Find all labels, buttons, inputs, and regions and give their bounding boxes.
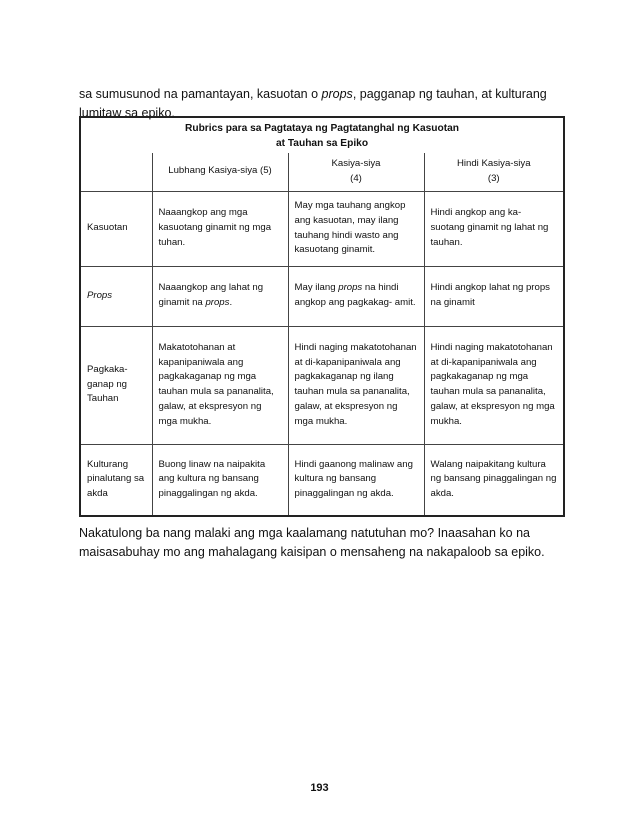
intro-text-1: sa sumusunod na pamantayan, kasuotan o xyxy=(79,86,322,101)
cell-text: na hindi angkop ang pagkakag- amit. xyxy=(294,282,416,309)
criterion-cell: Kasuotan xyxy=(80,191,152,266)
criterion-cell: Props xyxy=(80,266,152,326)
intro-text-2: , pagganap ng tauhan, at kulturang lumitaw sa epiko. xyxy=(79,86,547,120)
table-header-row xyxy=(80,153,564,191)
header-kasiya-siya-score: (4) xyxy=(350,172,362,184)
table-row-kultura xyxy=(80,444,564,516)
intro-props-word: props xyxy=(321,86,353,101)
criterion-cell: Pagkaka- ganap ng Tauhan xyxy=(80,326,152,444)
header-hindi-kasiya-siya xyxy=(424,153,564,191)
header-kasiya-siya-label: Kasiya-siya xyxy=(331,158,381,169)
score-5-cell xyxy=(152,266,288,326)
score-3-cell: Hindi naging makatotohanan at di-kapanipaniwala ang pagkakaganap ng mga tauhan mula sa pananalita, galaw, at ekspresyon ng mga mukha. xyxy=(424,326,564,444)
criterion-cell: Kulturang pinalutang sa akda xyxy=(80,444,152,516)
table-title-row xyxy=(80,117,564,153)
score-3-cell: Hindi angkop lahat ng props na ginamit xyxy=(424,266,564,326)
table-row-pagkakaganap xyxy=(80,326,564,444)
score-3-cell: Walang naipakitang kultura ng bansang pinaggalingan ng akda. xyxy=(424,444,564,516)
score-5-cell: Naaangkop ang mga kasuotang ginamit ng mga tuhan. xyxy=(152,191,288,266)
header-kasiya-siya xyxy=(288,153,424,191)
score-4-cell: Hindi naging makatotohanan at di-kapanipaniwala ang pagkakaganap ng ilang tauhan mula sa pananalita, galaw, at ekspresyon ng mga mukha. xyxy=(288,326,424,444)
closing-paragraph: Nakatulong ba nang malaki ang mga kaalamang natutuhan mo? Inaasahan ko na maisasabuhay mo ang mahalagang kaisipan o mensaheng na nakapaloob sa epiko. xyxy=(79,525,545,559)
page-number: 193 xyxy=(310,782,329,794)
cell-text: Naaangkop ang lahat ng ginamit na xyxy=(158,282,264,309)
props-word: props xyxy=(338,282,363,294)
header-hindi-kasiya-siya-label: Hindi Kasiya-siya xyxy=(456,158,531,169)
table-row-props xyxy=(80,266,564,326)
header-empty-cell xyxy=(80,153,152,191)
table-title xyxy=(80,117,564,153)
table-title-line1: Rubrics para sa Pagtataya ng Pagtatanghal ng Kasuotan xyxy=(185,123,459,134)
score-4-cell xyxy=(288,266,424,326)
header-hindi-kasiya-siya-score: (3) xyxy=(487,172,500,184)
rubric-table xyxy=(79,116,565,517)
cell-text: . xyxy=(229,297,233,309)
score-4-cell: Hindi gaanong malinaw ang kultura ng bansang pinaggalingan ng akda. xyxy=(288,444,424,516)
table-title-line2: at Tauhan sa Epiko xyxy=(275,138,369,149)
cell-text: May ilang xyxy=(294,282,339,294)
score-3-cell: Hindi angkop ang ka- suotang ginamit ng lahat ng tauhan. xyxy=(424,191,564,266)
score-4-cell: May mga tauhang angkop ang kasuotan, may ilang tauhang hindi wasto ang kasuotang ginamit. xyxy=(288,191,424,266)
score-5-cell: Makatotohanan at kapanipaniwala ang pagkakaganap ng mga tauhan mula sa pananalita, galaw, at ekspresyon ng mga mukha. xyxy=(152,326,288,444)
props-word: props xyxy=(205,297,230,309)
table-row-kasuotan xyxy=(80,191,564,266)
score-5-cell: Buong linaw na naipakita ang kultura ng bansang pinaggalingan ng akda. xyxy=(152,444,288,516)
header-lubhang-kasiya-siya: Lubhang Kasiya-siya (5) xyxy=(152,153,288,191)
